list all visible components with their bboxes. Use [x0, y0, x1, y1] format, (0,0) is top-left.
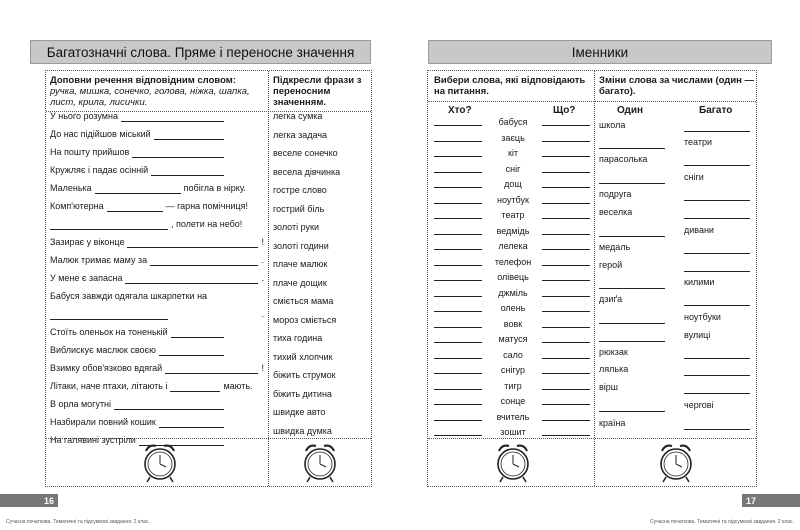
singular-word: школа — [599, 120, 626, 130]
column-divider — [594, 71, 595, 486]
who-answer-line[interactable] — [434, 218, 482, 219]
what-answer-line[interactable] — [542, 389, 590, 390]
what-answer-line[interactable] — [542, 234, 590, 235]
sentence-text: На пошту прийшов — [50, 147, 130, 157]
right-page — [400, 0, 800, 530]
plural-word: сніги — [684, 172, 704, 182]
who-answer-line[interactable] — [434, 435, 482, 436]
noun-word[interactable]: бабуся — [498, 117, 528, 127]
noun-word[interactable]: сонце — [500, 396, 526, 406]
phrase-item[interactable]: плаче дощик — [273, 277, 327, 288]
answer-blank[interactable] — [127, 239, 258, 248]
what-answer-line[interactable] — [542, 311, 590, 312]
what-answer-line[interactable] — [542, 280, 590, 281]
left-exercise-frame — [45, 70, 372, 487]
phrase-item[interactable]: гостре слово — [273, 185, 327, 195]
many-label: Багато — [699, 105, 733, 116]
singular-word: лялька — [599, 364, 629, 374]
what-answer-line[interactable] — [542, 358, 590, 359]
singular-answer-line[interactable] — [599, 183, 665, 184]
who-answer-line[interactable] — [434, 358, 482, 359]
sentence-text: До нас підійшов міський — [50, 129, 151, 139]
word-bank: ручка, мишка, сонечко, голова, ніжка, шапка, лист, крила, лисички. — [50, 86, 250, 108]
singular-word: веселка — [599, 207, 633, 217]
plural-word: килими — [684, 277, 715, 287]
plural-answer-line[interactable] — [684, 253, 750, 254]
sentence-ending: . — [261, 255, 264, 265]
plural-word: театри — [684, 137, 712, 147]
noun-word[interactable]: олівець — [497, 272, 529, 282]
phrase-item[interactable]: веселе сонечко — [273, 148, 338, 158]
singular-answer-line[interactable] — [599, 411, 665, 412]
sentence-row — [50, 147, 264, 158]
what-answer-line[interactable] — [542, 249, 590, 250]
left-footer-note: Сучасна початкова. Тематичні та підсумкові завдання. 2 клас. — [6, 519, 150, 525]
phrase-item[interactable]: легка сумка — [273, 111, 323, 121]
plural-answer-line[interactable] — [684, 305, 750, 306]
who-answer-line[interactable] — [434, 373, 482, 374]
what-answer-line[interactable] — [542, 420, 590, 421]
plural-answer-line[interactable] — [684, 271, 750, 272]
sentence-row — [50, 381, 264, 392]
fill-in-instruction-text: Доповни речення відповідним словом: — [50, 75, 236, 86]
phrase-item[interactable]: золоті години — [273, 240, 329, 251]
who-answer-line[interactable] — [434, 420, 482, 421]
what-answer-line[interactable] — [542, 342, 590, 343]
sentence-row — [50, 363, 264, 374]
sentence-row — [50, 111, 264, 122]
what-answer-line[interactable] — [542, 373, 590, 374]
answer-blank[interactable] — [114, 401, 224, 410]
who-answer-line[interactable] — [434, 125, 482, 126]
who-answer-line[interactable] — [434, 389, 482, 390]
who-answer-line[interactable] — [434, 249, 482, 250]
who-answer-line[interactable] — [434, 172, 482, 173]
noun-word[interactable]: ведмідь — [496, 225, 530, 236]
sentence-ending: . — [261, 273, 264, 283]
phrase-item[interactable]: плаче малюк — [273, 259, 328, 269]
what-answer-line[interactable] — [542, 327, 590, 328]
noun-word[interactable]: тигр — [504, 380, 522, 391]
sentence-row — [50, 399, 264, 410]
sentence-row — [50, 273, 264, 284]
singular-answer-line[interactable] — [599, 341, 665, 342]
sentence-ending: , полети на небо! — [171, 219, 243, 229]
who-answer-line[interactable] — [434, 187, 482, 188]
sentence-row — [50, 327, 264, 338]
singular-word: подруга — [599, 189, 632, 199]
noun-word[interactable]: олень — [500, 303, 526, 313]
answer-blank[interactable] — [154, 131, 224, 140]
header-divider — [428, 101, 756, 102]
right-page-title: Іменники — [428, 40, 772, 64]
sentence-row — [50, 345, 264, 356]
sentence-row — [50, 129, 264, 140]
noun-word[interactable]: дощ — [504, 179, 522, 189]
sentence-row — [50, 201, 264, 212]
what-answer-line[interactable] — [542, 156, 590, 157]
phrase-item[interactable]: сміється мама — [273, 296, 334, 306]
what-answer-line[interactable] — [542, 296, 590, 297]
who-answer-line[interactable] — [434, 141, 482, 142]
sentence-ending: побігла в нірку. — [183, 183, 246, 193]
noun-word[interactable]: кіт — [507, 148, 519, 158]
plural-answer-line[interactable] — [684, 200, 750, 201]
who-answer-line[interactable] — [434, 327, 482, 328]
right-footer-note: Сучасна початкова. Тематичні та підсумкові завдання. 2 клас. — [650, 519, 794, 525]
answer-blank[interactable] — [170, 383, 220, 392]
what-answer-line[interactable] — [542, 125, 590, 126]
phrase-item[interactable]: біжить дитина — [273, 388, 332, 399]
noun-word[interactable]: сніг — [505, 163, 521, 174]
sentence-row — [50, 237, 264, 248]
noun-word[interactable]: джміль — [498, 287, 528, 298]
who-answer-line[interactable] — [434, 156, 482, 157]
answer-blank[interactable] — [165, 365, 258, 374]
singular-word: дзиґа — [599, 294, 623, 304]
answer-blank[interactable] — [151, 167, 224, 176]
what-answer-line[interactable] — [542, 435, 590, 436]
noun-word[interactable]: ноутбук — [497, 194, 529, 205]
who-answer-line[interactable] — [434, 404, 482, 405]
answer-blank[interactable] — [132, 149, 224, 158]
who-answer-line[interactable] — [434, 296, 482, 297]
sentence-row — [50, 183, 264, 194]
plural-answer-line[interactable] — [684, 358, 750, 359]
noun-word[interactable]: телефон — [494, 256, 532, 267]
what-answer-line[interactable] — [542, 141, 590, 142]
sentence-text: Взимку обов'язково вдягай — [50, 363, 163, 373]
sentence-text: Маленька — [50, 183, 92, 193]
phrase-item[interactable]: швидке авто — [273, 407, 326, 417]
phrase-item[interactable]: швидка думка — [273, 425, 332, 436]
answer-blank[interactable] — [50, 221, 168, 230]
phrase-item[interactable]: мороз сміється — [273, 314, 337, 325]
alarm-clock-icon — [493, 441, 533, 485]
noun-word[interactable]: матуся — [498, 334, 528, 344]
sentence-text: У нього розумна — [50, 111, 118, 121]
answer-blank[interactable] — [159, 347, 224, 356]
sentence-row — [50, 219, 264, 230]
one-label: Один — [617, 105, 644, 116]
who-answer-line[interactable] — [434, 311, 482, 312]
what-question: Що? — [553, 105, 576, 116]
what-answer-line[interactable] — [542, 172, 590, 173]
who-question: Хто? — [448, 105, 472, 116]
answer-blank[interactable] — [121, 113, 224, 122]
answer-blank[interactable] — [50, 311, 168, 320]
plural-word: вулиці — [684, 330, 711, 340]
who-answer-line[interactable] — [434, 342, 482, 343]
phrase-item[interactable]: тихий хлопчик — [273, 351, 333, 362]
who-answer-line[interactable] — [434, 203, 482, 204]
what-answer-line[interactable] — [542, 404, 590, 405]
sentence-ending: ! — [261, 237, 264, 247]
left-page-number: 16 — [0, 494, 58, 507]
alarm-clock-icon — [140, 441, 180, 485]
sentence-text: На галявині зустріли — [50, 435, 136, 445]
answer-blank[interactable] — [95, 185, 181, 194]
sentence-row — [50, 291, 264, 302]
what-answer-line[interactable] — [542, 187, 590, 188]
change-number-instruction: Зміни слова за числами (один — багато). — [599, 75, 755, 97]
noun-word[interactable]: театр — [501, 210, 525, 220]
sentence-row — [50, 255, 264, 266]
sentence-text: Стоїть оленьок на тоненькій — [50, 327, 168, 337]
plural-answer-line[interactable] — [684, 165, 750, 166]
sentence-text: В орла могутні — [50, 399, 112, 409]
sentence-text: Комп'ютерна — [50, 201, 104, 211]
sentence-ending: . — [261, 309, 264, 319]
sentence-row — [50, 309, 264, 320]
singular-word: рюкзак — [599, 347, 628, 357]
plural-answer-line[interactable] — [684, 375, 750, 376]
plural-word: дивани — [684, 225, 714, 235]
plural-answer-line[interactable] — [684, 131, 750, 132]
noun-word[interactable]: зошит — [500, 427, 526, 437]
noun-word[interactable]: заєць — [501, 132, 525, 143]
sentence-text: Назбирали повний кошик — [50, 417, 156, 427]
plural-answer-line[interactable] — [684, 393, 750, 394]
sentence-text: Бабуся завжди одягала шкарпетки на — [50, 291, 208, 301]
fill-in-instruction — [50, 75, 264, 108]
plural-answer-line[interactable] — [684, 218, 750, 219]
singular-word: країна — [599, 418, 626, 428]
sentence-text: Виблискує маслюк своєю — [50, 345, 156, 355]
sentence-ending: мають. — [223, 381, 253, 391]
plural-word: чергові — [684, 400, 714, 410]
plural-word: ноутбуки — [684, 312, 721, 322]
plural-answer-line[interactable] — [684, 429, 750, 430]
alarm-clock-icon — [300, 441, 340, 485]
phrase-item[interactable]: біжить струмок — [273, 370, 336, 380]
sentence-text: Кружляє і падає осінній — [50, 165, 149, 175]
alarm-clock-icon — [656, 441, 696, 485]
who-answer-line[interactable] — [434, 265, 482, 266]
answer-blank[interactable] — [107, 203, 163, 212]
noun-word[interactable]: вовк — [503, 318, 523, 329]
what-answer-line[interactable] — [542, 203, 590, 204]
sentence-row — [50, 165, 264, 176]
phrase-item[interactable]: весела дівчинка — [273, 166, 341, 177]
noun-word[interactable]: сало — [503, 349, 523, 360]
singular-word: парасолька — [599, 154, 648, 164]
right-page-number: 17 — [742, 494, 800, 507]
sentence-text: У мене є запасна — [50, 273, 123, 283]
answer-blank[interactable] — [150, 257, 258, 266]
who-answer-line[interactable] — [434, 280, 482, 281]
answer-blank[interactable] — [125, 275, 258, 284]
singular-word: вірш — [599, 382, 619, 392]
sentence-text: Літаки, наче птахи, літають і — [50, 381, 168, 391]
phrase-item[interactable]: тиха година — [273, 333, 323, 343]
right-exercise-frame — [427, 70, 757, 487]
underline-instruction: Підкресли фрази з переносним значенням. — [273, 75, 362, 108]
answer-blank[interactable] — [171, 329, 224, 338]
singular-answer-line[interactable] — [599, 236, 665, 237]
noun-word[interactable]: снігур — [500, 365, 526, 375]
footer-divider — [428, 438, 756, 439]
left-page-title: Багатозначні слова. Пряме і переносне значення — [30, 40, 371, 64]
column-divider — [268, 71, 269, 486]
phrase-item[interactable]: гострий біль — [273, 203, 325, 214]
phrase-item[interactable]: золоті руки — [273, 222, 319, 232]
noun-word[interactable]: вчитель — [496, 411, 530, 422]
singular-answer-line[interactable] — [599, 288, 665, 289]
singular-word: медаль — [599, 242, 631, 252]
sentence-row — [50, 417, 264, 428]
choose-words-instruction: Вибери слова, які відповідають на питання. — [434, 75, 586, 97]
answer-blank[interactable] — [159, 419, 224, 428]
singular-word: герой — [599, 260, 623, 270]
sentence-text: Малюк тримає маму за — [50, 255, 148, 265]
sentence-text: Зазирає у віконце — [50, 237, 125, 247]
sentence-ending: ! — [261, 363, 264, 373]
what-answer-line[interactable] — [542, 218, 590, 219]
what-answer-line[interactable] — [542, 265, 590, 266]
singular-answer-line[interactable] — [599, 323, 665, 324]
noun-word[interactable]: лелека — [498, 241, 528, 251]
singular-answer-line[interactable] — [599, 148, 665, 149]
phrase-item[interactable]: легка задача — [273, 129, 328, 140]
who-answer-line[interactable] — [434, 234, 482, 235]
sentence-ending: — гарна помічниця! — [165, 201, 248, 211]
